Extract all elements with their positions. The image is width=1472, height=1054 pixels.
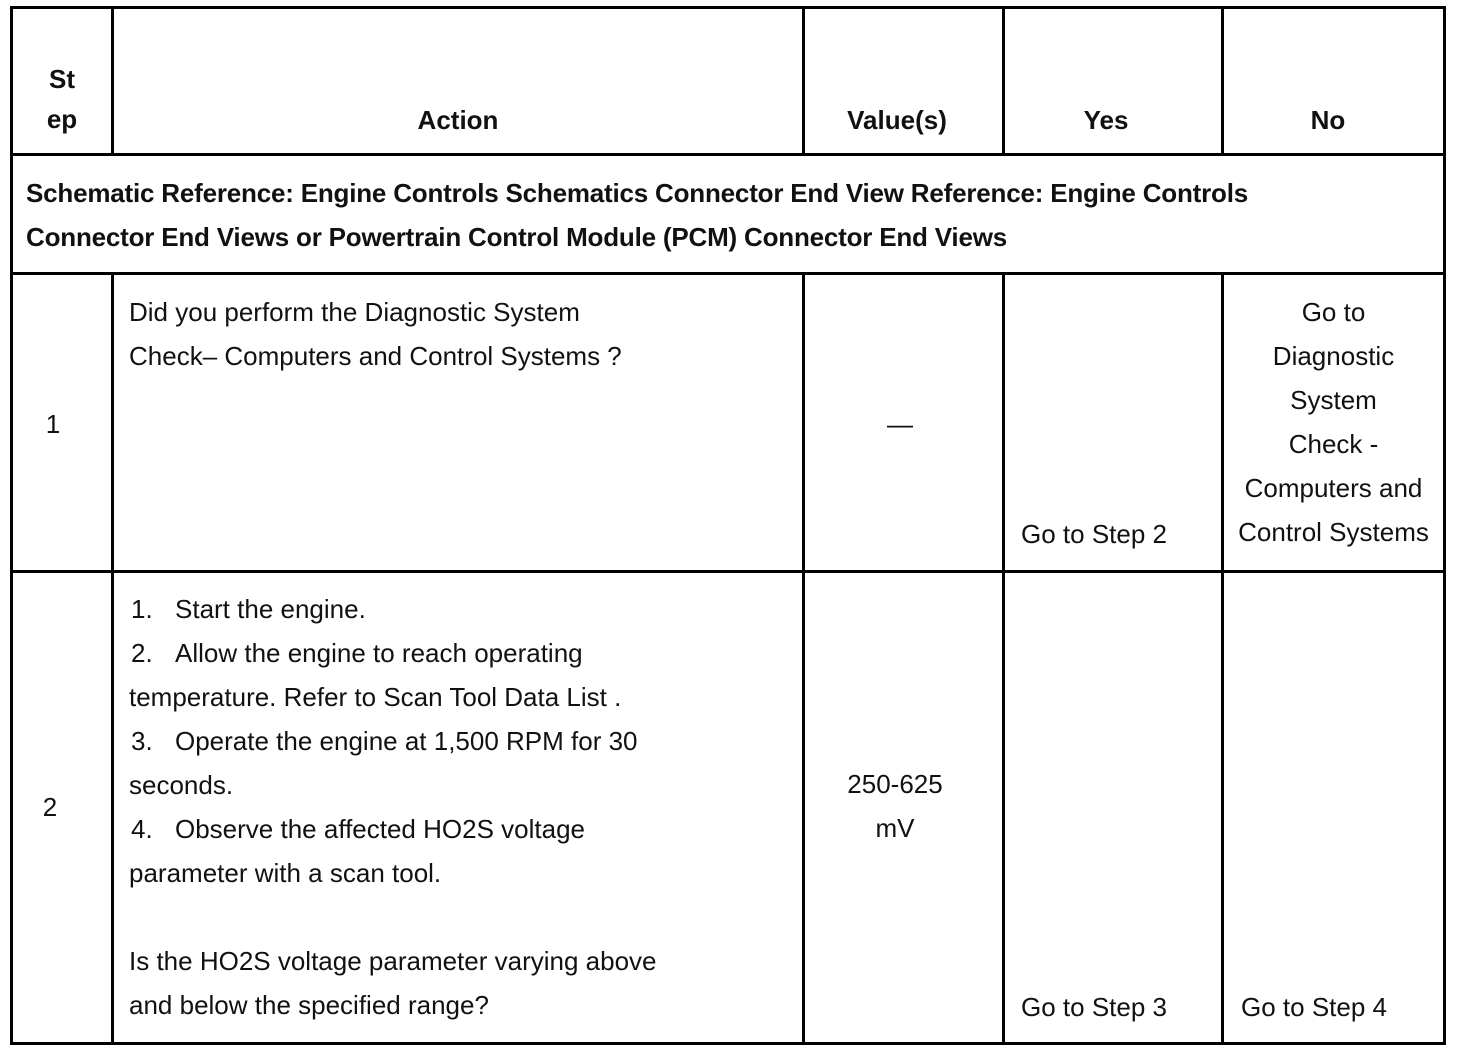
row1-yes: Go to Step 2 (1021, 519, 1167, 549)
header-no: No (1310, 105, 1346, 135)
row1-action: Did you perform the Diagnostic System Check– Computers and Control Systems ? (129, 297, 622, 371)
action-step-continued: parameter with a scan tool. (129, 858, 442, 888)
header-action: Action (417, 105, 499, 135)
schematic-reference: Schematic Reference: Engine Controls Schematics Connector End View Reference: Engine Controls Connector End Views or Powertrain Control Module (PCM) Connector End Views (26, 178, 1248, 252)
row1-no: Go to Diagnostic System Check - Computers and Control Systems (1238, 297, 1429, 547)
action-step: 3. Operate the engine at 1,500 RPM for 30 (131, 726, 638, 756)
column-divider-step (111, 272, 114, 1045)
header-values: Value(s) (847, 105, 947, 135)
column-divider-action (802, 272, 805, 1045)
header-step: St ep (46, 64, 78, 134)
table-top-border (10, 6, 1446, 9)
row1-bottom-border (10, 570, 1446, 573)
table-bottom-border (10, 1042, 1446, 1045)
header-bottom-border (10, 153, 1446, 156)
row2-question: Is the HO2S voltage parameter varying above and below the specified range? (129, 946, 657, 1020)
header-yes: Yes (1083, 105, 1129, 135)
row2-yes: Go to Step 3 (1021, 992, 1167, 1022)
blank-line (129, 895, 799, 939)
reference-bottom-border (10, 272, 1446, 275)
column-divider-value (1002, 272, 1005, 1045)
row1-value: — (887, 409, 913, 439)
row2-no: Go to Step 4 (1241, 992, 1387, 1022)
action-step-continued: seconds. (129, 770, 234, 800)
action-step: 4. Observe the affected HO2S voltage (131, 814, 585, 844)
action-step: 1. Start the engine. (131, 594, 366, 624)
table-right-border (1443, 6, 1446, 1045)
row1-step: 1 (45, 409, 61, 439)
action-step: 2. Allow the engine to reach operating (131, 638, 583, 668)
row2-value: 250-625 mV (847, 769, 943, 843)
table-left-border (10, 6, 13, 1045)
action-step-continued: temperature. Refer to Scan Tool Data List . (129, 682, 622, 712)
row2-action (129, 587, 799, 1027)
row2-step: 2 (42, 792, 58, 822)
